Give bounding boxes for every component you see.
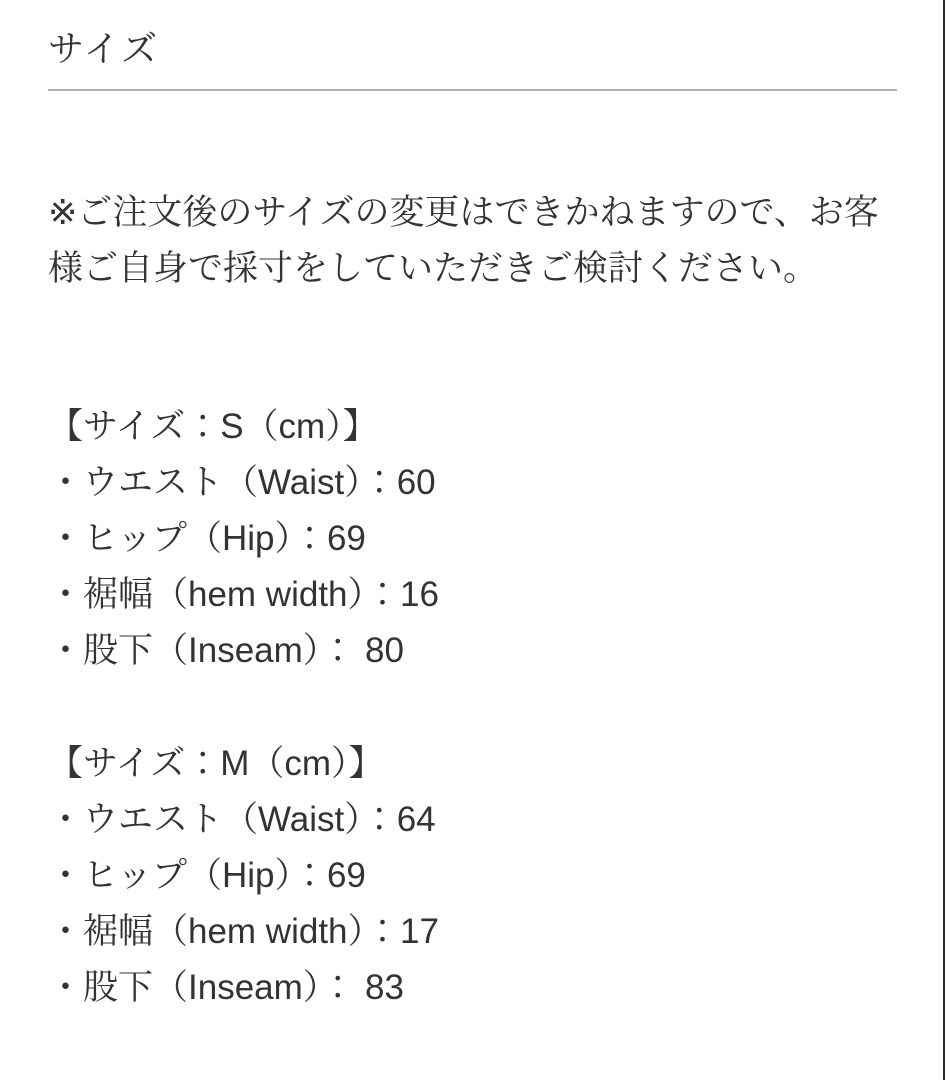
screenshot-right-edge-border <box>943 0 945 1080</box>
size-m-heading: 【サイズ：M（cm）】 <box>48 744 384 783</box>
section-divider <box>48 89 897 91</box>
size-s-heading: 【サイズ：S（cm）】 <box>48 407 378 446</box>
size-m-hip: ・ヒップ（Hip）：69 <box>48 856 366 895</box>
size-m-inseam: ・股下（Inseam）： 83 <box>48 968 404 1007</box>
order-note <box>48 185 897 297</box>
size-m-hem-width: ・裾幅（hem width）：17 <box>48 912 439 951</box>
order-note-line-1: ※ご注文後のサイズの変更はできかねますので、お客 <box>48 193 879 232</box>
size-block-m <box>48 736 897 1016</box>
size-s-waist: ・ウエスト（Waist）：60 <box>48 463 436 502</box>
size-s-hem-width: ・裾幅（hem width）：16 <box>48 575 439 614</box>
section-title: サイズ <box>48 28 160 69</box>
size-m-waist: ・ウエスト（Waist）：64 <box>48 800 436 839</box>
size-s-hip: ・ヒップ（Hip）：69 <box>48 519 366 558</box>
size-s-inseam: ・股下（Inseam）： 80 <box>48 631 404 670</box>
size-block-s <box>48 399 897 679</box>
order-note-line-2: 様ご自身で採寸をしていただきご検討ください。 <box>48 249 819 288</box>
